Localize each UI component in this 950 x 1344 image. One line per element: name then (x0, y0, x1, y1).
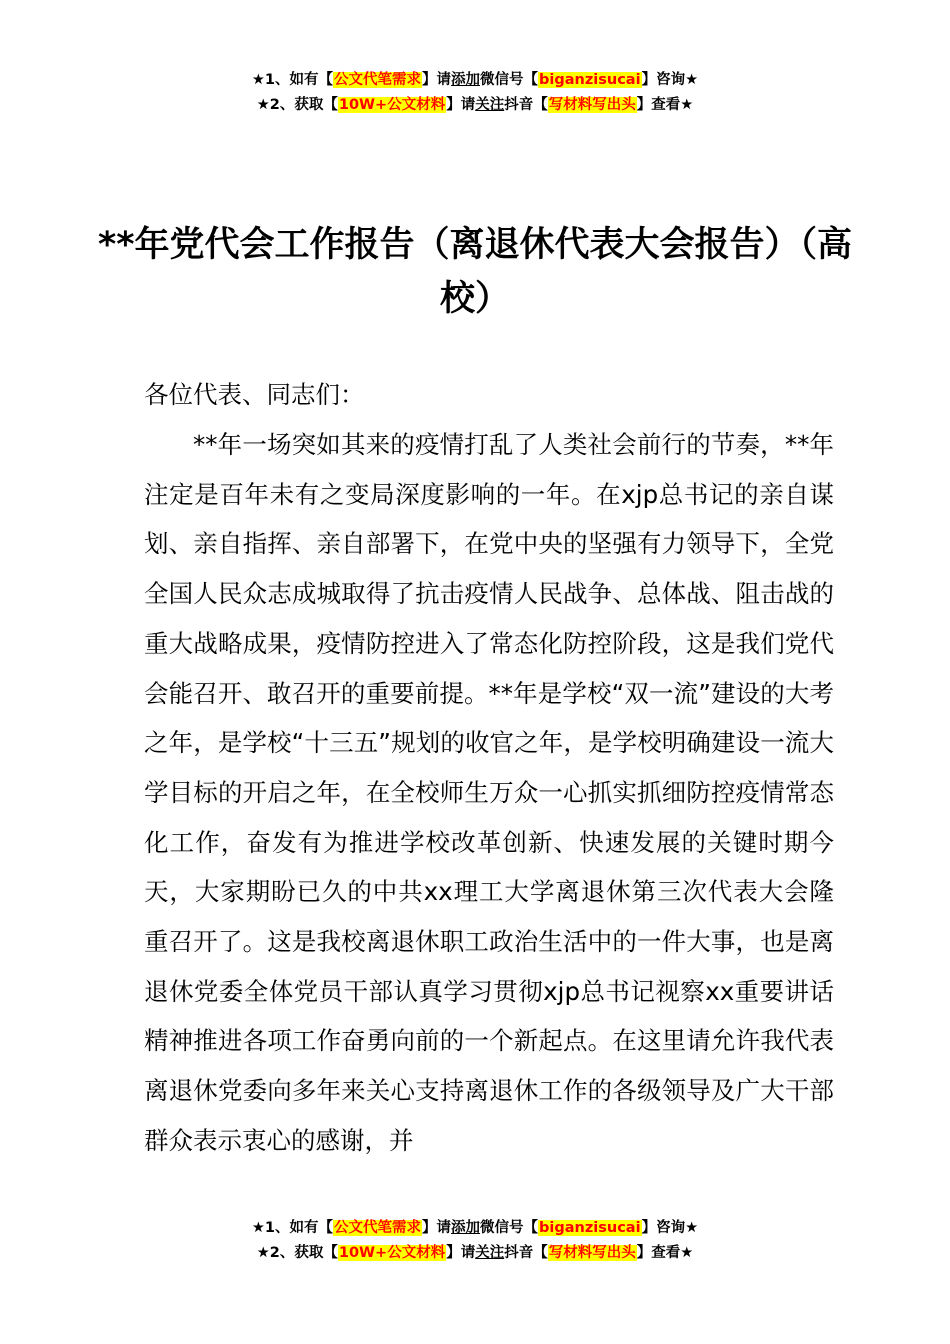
banner-text: 微信号【 (480, 1220, 539, 1236)
footer-banner (0, 1216, 950, 1266)
body-paragraph: **年一场突如其来的疫情打乱了人类社会前行的节奏，**年注定是百年未有之变局深度影响的一年。在xjp总书记的亲自谋划、亲自指挥、亲自部署下，在党中央的坚强有力领导下，全党全国人民众志成城取得了抗击疫情人民战争、总体战、阻击战的重大战略成果，疫情防控进入了常态化防控阶段，这是我们党代会能召开、敢召开的重要前提。**年是学校“双一流”建设的大考之年，是学校“十三五”规划的收官之年，是学校明确建设一流大学目标的开启之年，在全校师生万众一心抓实抓细防控疫情常态化工作，奋发有为推进学校改革创新、快速发展的关键时期今天，大家期盼已久的中共xx理工大学离退休第三次代表大会隆重召开了。这是我校离退休职工政治生活中的一件大事，也是离退休党委全体党员干部认真学习贯彻xjp总书记视察xx重要讲话精神推进各项工作奋勇向前的一个新起点。在这里请允许我代表离退休党委向多年来关心支持离退休工作的各级领导及广大干部群众表示衷心的感谢，并 (144, 430, 834, 1155)
banner-text: ★1、如有【 (251, 1220, 334, 1236)
header-banner (0, 68, 950, 118)
banner-text: 微信号【 (480, 72, 539, 88)
banner-text: 】请 (446, 97, 476, 113)
banner-text: 抖音【 (504, 97, 548, 113)
banner-highlight: biganzisucai (539, 1220, 641, 1236)
salutation: 各位代表、同志们： (144, 380, 365, 409)
banner-underlined-text: 关注 (475, 97, 505, 113)
banner-highlight: 10W+公文材料 (338, 1245, 446, 1261)
banner-text: ★2、获取【 (256, 97, 338, 113)
banner-underlined-text: 添加 (451, 72, 481, 88)
banner-line-2 (0, 93, 950, 118)
banner-highlight: 10W+公文材料 (338, 97, 446, 113)
banner-text: 】请 (422, 1220, 452, 1236)
banner-highlight: 写材料写出头 (548, 1245, 636, 1261)
banner-underlined-text: 关注 (475, 1245, 505, 1261)
banner-underlined-text: 添加 (451, 1220, 481, 1236)
banner-text: 】咨询★ (641, 1220, 699, 1236)
banner-highlight: biganzisucai (539, 72, 641, 88)
banner-text: 抖音【 (504, 1245, 548, 1261)
banner-text: ★2、获取【 (256, 1245, 338, 1261)
banner-text: 】查看★ (636, 97, 694, 113)
banner-text: 】咨询★ (641, 72, 699, 88)
banner-text: ★1、如有【 (251, 72, 334, 88)
banner-text: 】查看★ (636, 1245, 694, 1261)
banner-highlight: 公文代笔需求 (334, 72, 422, 88)
banner-text: 】请 (422, 72, 452, 88)
document-title: **年党代会工作报告（离退休代表大会报告）（高校） (97, 225, 853, 319)
banner-highlight: 写材料写出头 (548, 97, 636, 113)
banner-line-1 (0, 68, 950, 93)
banner-highlight: 公文代笔需求 (334, 1220, 422, 1236)
banner-text: 】请 (446, 1245, 476, 1261)
banner-line-1 (0, 1216, 950, 1241)
banner-line-2 (0, 1241, 950, 1266)
